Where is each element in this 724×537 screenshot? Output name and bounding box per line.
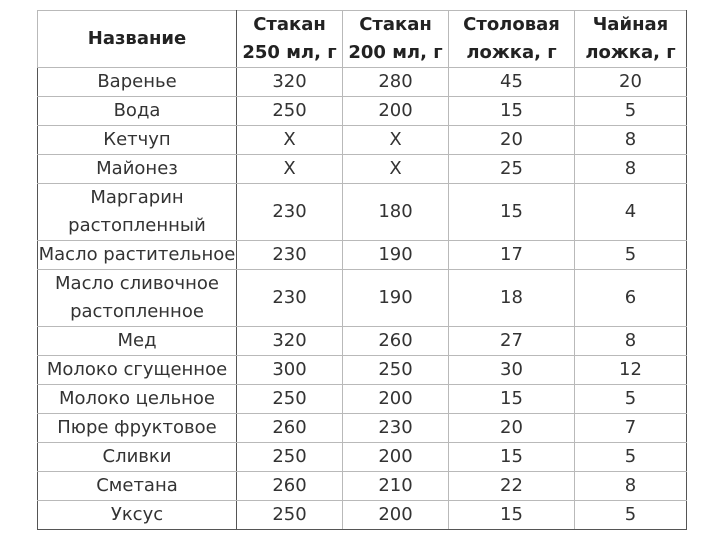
table-row xyxy=(38,414,687,443)
cell-teaspoon: 8 xyxy=(575,155,687,184)
cell-name: Масло сливочное растопленное xyxy=(38,270,237,327)
cell-teaspoon: 5 xyxy=(575,241,687,270)
cell-name: Молоко сгущенное xyxy=(38,356,237,385)
cell-teaspoon: 5 xyxy=(575,97,687,126)
cell-teaspoon: 8 xyxy=(575,472,687,501)
table-row xyxy=(38,385,687,414)
cell-name: Масло растительное xyxy=(38,241,237,270)
table-row xyxy=(38,356,687,385)
cell-glass-250: 300 xyxy=(237,356,343,385)
cell-glass-200: Х xyxy=(343,126,449,155)
header-row xyxy=(38,11,687,68)
cell-tablespoon: 30 xyxy=(449,356,575,385)
cell-glass-200: 190 xyxy=(343,241,449,270)
cell-tablespoon: 45 xyxy=(449,68,575,97)
cell-tablespoon: 15 xyxy=(449,501,575,530)
cell-glass-200: Х xyxy=(343,155,449,184)
table-row xyxy=(38,443,687,472)
cell-teaspoon: 6 xyxy=(575,270,687,327)
cell-glass-250: 230 xyxy=(237,270,343,327)
cell-name: Маргарин растопленный xyxy=(38,184,237,241)
table-row xyxy=(38,270,687,327)
cell-name: Пюре фруктовое xyxy=(38,414,237,443)
cell-glass-200: 250 xyxy=(343,356,449,385)
cell-glass-250: 250 xyxy=(237,501,343,530)
cell-teaspoon: 8 xyxy=(575,327,687,356)
cell-teaspoon: 5 xyxy=(575,385,687,414)
cell-tablespoon: 15 xyxy=(449,385,575,414)
cell-name: Майонез xyxy=(38,155,237,184)
table-row xyxy=(38,472,687,501)
cell-name: Сливки xyxy=(38,443,237,472)
table-row xyxy=(38,184,687,241)
cell-name: Мед xyxy=(38,327,237,356)
cell-tablespoon: 20 xyxy=(449,126,575,155)
cell-glass-250: 250 xyxy=(237,443,343,472)
cell-teaspoon: 7 xyxy=(575,414,687,443)
cell-tablespoon: 15 xyxy=(449,443,575,472)
cell-tablespoon: 27 xyxy=(449,327,575,356)
cell-glass-250: 260 xyxy=(237,414,343,443)
cell-glass-200: 190 xyxy=(343,270,449,327)
cell-glass-250: Х xyxy=(237,126,343,155)
cell-name: Кетчуп xyxy=(38,126,237,155)
header-glass-200: Стакан 200 мл, г xyxy=(343,11,449,68)
cell-glass-200: 260 xyxy=(343,327,449,356)
cell-tablespoon: 25 xyxy=(449,155,575,184)
cell-glass-200: 180 xyxy=(343,184,449,241)
table-row xyxy=(38,501,687,530)
cell-teaspoon: 5 xyxy=(575,501,687,530)
cell-teaspoon: 20 xyxy=(575,68,687,97)
cell-tablespoon: 18 xyxy=(449,270,575,327)
cell-glass-250: 250 xyxy=(237,97,343,126)
table-row xyxy=(38,155,687,184)
cell-glass-200: 210 xyxy=(343,472,449,501)
cell-glass-200: 200 xyxy=(343,501,449,530)
cell-glass-200: 200 xyxy=(343,97,449,126)
cell-name: Сметана xyxy=(38,472,237,501)
cell-glass-250: 230 xyxy=(237,184,343,241)
cell-name: Вода xyxy=(38,97,237,126)
cell-teaspoon: 8 xyxy=(575,126,687,155)
table-row xyxy=(38,68,687,97)
cell-tablespoon: 22 xyxy=(449,472,575,501)
cell-teaspoon: 5 xyxy=(575,443,687,472)
cell-name: Молоко цельное xyxy=(38,385,237,414)
cell-teaspoon: 4 xyxy=(575,184,687,241)
cell-teaspoon: 12 xyxy=(575,356,687,385)
cell-glass-200: 200 xyxy=(343,385,449,414)
cell-glass-200: 280 xyxy=(343,68,449,97)
cell-tablespoon: 15 xyxy=(449,184,575,241)
table-row xyxy=(38,97,687,126)
header-name: Название xyxy=(38,11,237,68)
cell-glass-250: Х xyxy=(237,155,343,184)
table-row xyxy=(38,241,687,270)
cell-tablespoon: 17 xyxy=(449,241,575,270)
measures-table xyxy=(37,10,687,530)
cell-tablespoon: 15 xyxy=(449,97,575,126)
table-row xyxy=(38,126,687,155)
table-row xyxy=(38,327,687,356)
header-tablespoon: Столовая ложка, г xyxy=(449,11,575,68)
cell-glass-200: 230 xyxy=(343,414,449,443)
cell-name: Варенье xyxy=(38,68,237,97)
cell-glass-250: 230 xyxy=(237,241,343,270)
cell-name: Уксус xyxy=(38,501,237,530)
cell-glass-200: 200 xyxy=(343,443,449,472)
cell-glass-250: 320 xyxy=(237,68,343,97)
cell-glass-250: 260 xyxy=(237,472,343,501)
cell-glass-250: 320 xyxy=(237,327,343,356)
cell-glass-250: 250 xyxy=(237,385,343,414)
header-glass-250: Стакан 250 мл, г xyxy=(237,11,343,68)
header-teaspoon: Чайная ложка, г xyxy=(575,11,687,68)
cell-tablespoon: 20 xyxy=(449,414,575,443)
